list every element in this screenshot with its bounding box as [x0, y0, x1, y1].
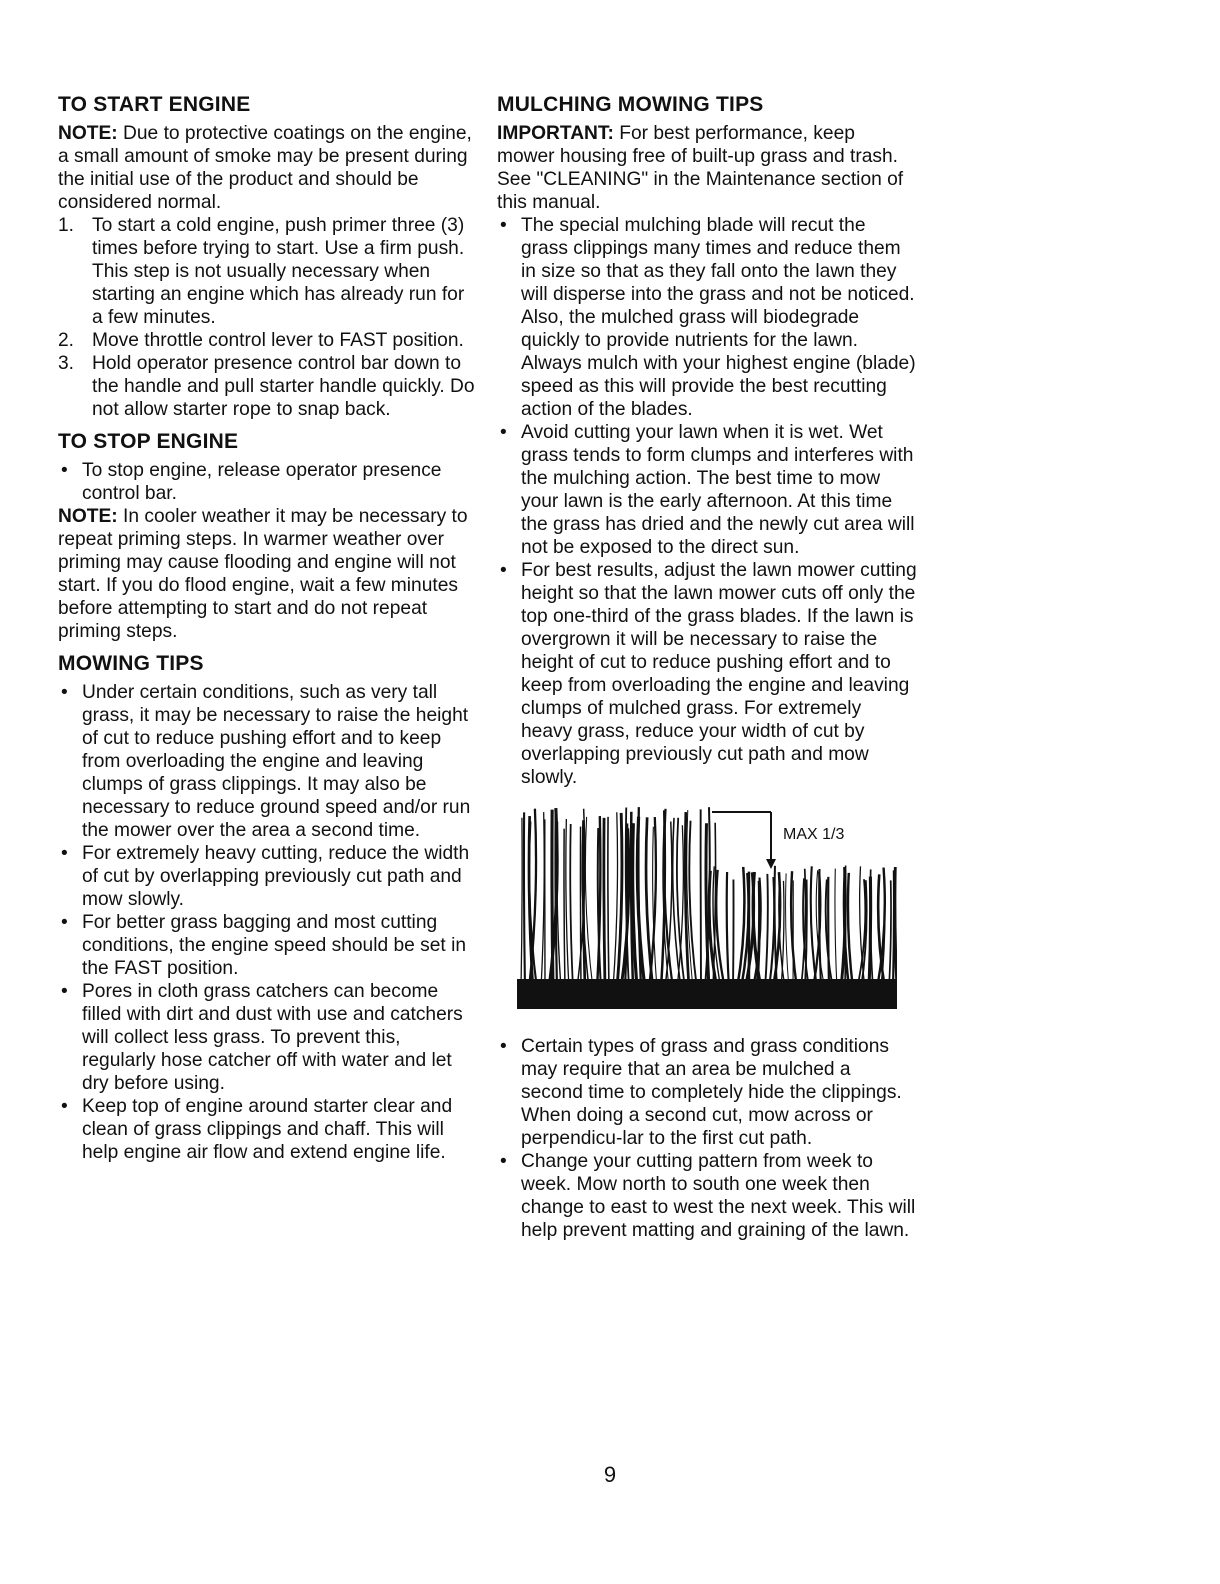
list-item: [58, 329, 478, 352]
start-engine-note: [58, 122, 478, 214]
grass-icon: [517, 799, 897, 1019]
list-item: [497, 1035, 917, 1150]
grass-blade: [521, 818, 522, 989]
grass-blade: [580, 826, 581, 989]
bullet-icon: •: [500, 215, 507, 236]
grass-blade: [848, 873, 853, 989]
start-steps-list: [58, 214, 478, 421]
list-item: [58, 459, 478, 505]
bullet-icon: •: [500, 560, 507, 581]
item-text: The special mulching blade will recut the grass clippings many times and reduce them in size so that as they fall onto the lawn they will disperse into the grass and not be noticed. Also, the mulched grass will biodegrade quickly to provide nutrients for the lawn. Always mulch with your highest engine (blade) speed as this will provide the best recutting action of the blades.: [521, 215, 916, 420]
list-item: [58, 214, 478, 329]
step-text: Move throttle control lever to FAST position.: [92, 330, 464, 351]
list-item: [58, 681, 478, 842]
step-number: 1.: [58, 215, 75, 236]
bullet-icon: •: [61, 460, 68, 481]
after-figure-list: [497, 1035, 917, 1242]
grass-base: [517, 979, 897, 1009]
bullet-icon: •: [61, 981, 68, 1002]
list-item: [58, 911, 478, 980]
list-item: [497, 214, 917, 421]
item-text: Avoid cutting your lawn when it is wet. Wet grass tends to form clumps and interferes with the mulching action. The best time to mow your lawn is the early afternoon. At this time the grass has dried and the newly cut area will not be exposed to the direct sun.: [521, 422, 915, 558]
grass-blade: [791, 871, 797, 989]
grass-blade: [727, 872, 729, 989]
grass-blade: [570, 824, 573, 989]
item-text: Certain types of grass and grass conditions may require that an area be mulched a second time to completely hide the clippings. When doing a second cut, mow across or perpendicu-lar to the first cut path.: [521, 1036, 902, 1149]
grass-blade: [604, 818, 605, 989]
step-number: 2.: [58, 330, 75, 351]
bullet-icon: •: [61, 912, 68, 933]
grass-blade: [613, 812, 618, 989]
item-text: To stop engine, release operator presence control bar.: [82, 460, 442, 504]
item-text: For extremely heavy cutting, reduce the width of cut by overlapping previously cut path and mow slowly.: [82, 843, 470, 910]
bullet-icon: •: [61, 1096, 68, 1117]
mowing-tips-list: [58, 681, 478, 1164]
grass-blade: [889, 880, 891, 989]
note-label: NOTE:: [58, 123, 118, 144]
grass-blade: [564, 829, 565, 989]
grass-blade: [733, 879, 734, 989]
grass-blade: [786, 873, 789, 989]
grass-blade: [828, 877, 829, 989]
grass-blade: [566, 819, 569, 989]
bullet-icon: •: [61, 682, 68, 703]
mowing-tips-heading: MOWING TIPS: [58, 652, 204, 675]
grass-blade: [835, 869, 837, 989]
important-note: [497, 122, 917, 214]
note-text: Due to protective coatings on the engine, a small amount of smoke may be present during the initial use of the product and should be considered normal.: [58, 123, 472, 213]
mulching-tips-list: [497, 214, 917, 789]
list-item: [58, 1095, 478, 1164]
item-text: Pores in cloth grass catchers can become filled with dirt and dust with use and catchers will collect less grass. To prevent this, regularly hose catcher off with water and let dry before using.: [82, 981, 463, 1094]
note-text: In cooler weather it may be necessary to repeat priming steps. In warmer weather over priming may cause flooding and engine will not start. If you do flood engine, wait a few minutes before attempting to start and do not repeat priming steps.: [58, 506, 468, 642]
item-text: For better grass bagging and most cutting conditions, the engine speed should be set in the FAST position.: [82, 912, 467, 979]
step-number: 3.: [58, 353, 75, 374]
grass-blade: [524, 812, 525, 989]
max-label: MAX 1/3: [783, 826, 845, 843]
step-text: To start a cold engine, push primer three (3) times before trying to start. Use a firm push. This step is not usually necessary when starting an engine which has already run for a few minutes.: [92, 215, 465, 328]
grass-blade: [895, 867, 897, 989]
note-label: NOTE:: [58, 506, 118, 527]
stop-engine-heading: TO STOP ENGINE: [58, 430, 239, 453]
mulching-tips-heading: MULCHING MOWING TIPS: [497, 93, 764, 116]
bullet-icon: •: [500, 1151, 507, 1172]
stop-list: [58, 459, 478, 505]
list-item: [497, 559, 917, 789]
item-text: For best results, adjust the lawn mower cutting height so that the lawn mower cuts off only the top one-third of the grass blades. If the lawn is overgrown it will be necessary to raise the height of cut to reduce pushing effort and to keep from overloading the engine and leaving clumps of mulched grass. For extremely heavy grass, reduce your width of cut by overlapping previously cut path and mow slowly.: [521, 560, 917, 788]
item-text: Under certain conditions, such as very tall grass, it may be necessary to raise the height of cut to reduce pushing effort and to keep from overloading the engine and leaving clumps of grass clippings. It may also be necessary to reduce ground speed and/or run the mower over the area a second time.: [82, 682, 471, 841]
bullet-icon: •: [61, 843, 68, 864]
grass-blade: [552, 810, 553, 989]
grass-blade: [769, 877, 774, 989]
list-item: [497, 421, 917, 559]
item-text: Change your cutting pattern from week to week. Mow north to south one week then change to east to west the next week. This will help prevent matting and graining of the lawn.: [521, 1151, 916, 1241]
important-text: For best performance, keep mower housing free of built-up grass and trash. See "CLEANING" in the Maintenance section of this manual.: [497, 123, 904, 213]
grass-blade: [608, 817, 609, 989]
grass-blade: [637, 817, 645, 989]
left-column: [58, 92, 478, 1164]
page-number: 9: [603, 1462, 617, 1487]
bullet-icon: •: [500, 422, 507, 443]
stop-engine-note: [58, 505, 478, 643]
list-item: [58, 842, 478, 911]
item-text: Keep top of engine around starter clear and clean of grass clippings and chaff. This will help engine air flow and extend engine life.: [82, 1096, 453, 1163]
important-label: IMPORTANT:: [497, 123, 614, 144]
bullet-icon: •: [500, 1036, 507, 1057]
step-text: Hold operator presence control bar down to the handle and pull starter handle quickly. Do not allow starter rope to snap back.: [92, 353, 475, 420]
list-item: [58, 352, 478, 421]
start-engine-heading: TO START ENGINE: [58, 93, 251, 116]
right-column: [497, 92, 917, 1242]
grass-blade: [541, 812, 544, 989]
list-item: [497, 1150, 917, 1242]
grass-blade: [765, 874, 768, 989]
list-item: [58, 980, 478, 1095]
grass-cut-height-illustration: [517, 799, 897, 1019]
